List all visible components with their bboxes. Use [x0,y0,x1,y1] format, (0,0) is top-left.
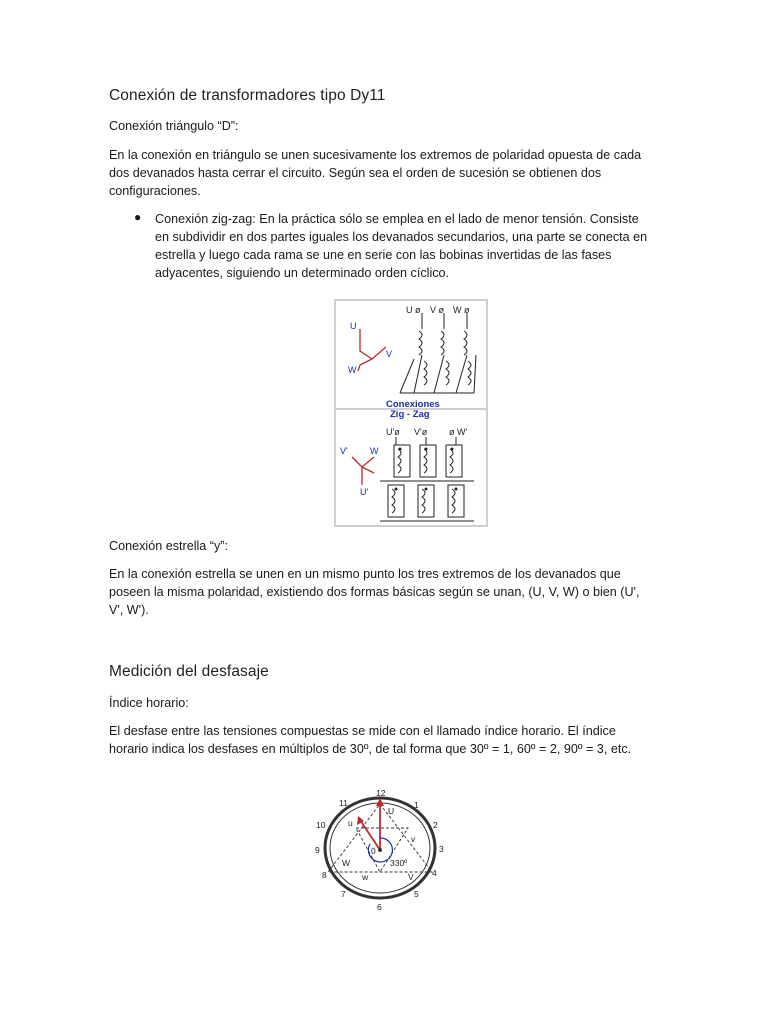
phasor-label-up: U' [360,487,369,497]
hour-6: 6 [377,902,382,912]
phasor-label-vp: V' [340,446,348,456]
delta-subheading: Conexión triángulo “D”: [109,119,239,133]
terminal-w: W ø [453,305,470,315]
terminal-up: U'ø [386,427,400,437]
hour-11: 11 [339,798,348,808]
phasor-label-v: V [386,349,393,359]
label-cap-v: V [408,872,414,882]
zigzag-bullet-text: Conexión zig-zag: En la práctica sólo se emplea en el lado de menor tensión. Consiste en subdividir en dos partes iguales los devanados secundarios, una parte se conecta en estrella y luego cada rama se une en serie con las bobinas invertidas de las fases adyacentes, siguiendo un determinado orden cíclico. [155,212,648,280]
label-u: U [388,806,395,816]
index-paragraph: El desfase entre las tensiones compuestas se mide con el llamado índice horario. El índice horario indica los desfases en múltiplos de 30º, de tal forma que 30º = 1, 60º = 2, 90º = 3, etc. [109,724,632,756]
terminal-wp: ø W' [449,427,468,437]
hour-index-clock-diagram [308,784,456,914]
hour-12: 12 [376,788,386,798]
hour-8: 8 [322,870,327,880]
phasor-label-w: W [348,365,357,375]
label-w: W [342,858,351,868]
label-lower-u: u [348,818,353,828]
zigzag-connection-diagram [334,299,488,527]
hour-10: 10 [316,820,326,830]
hour-1: 1 [414,800,419,810]
delta-paragraph: En la conexión en triángulo se unen sucesivamente los extremos de polaridad opuesta de cada dos devanados hasta cerrar el circuito. Según sea el orden de sucesión se obtienen dos configuraciones. [109,148,642,198]
label-v: v [411,834,416,844]
phasor-label-w2: W [370,446,379,456]
hour-2: 2 [433,820,438,830]
hour-3: 3 [439,844,444,854]
star-paragraph: En la conexión estrella se unen en un mismo punto los tres extremos de los devanados que poseen la misma polaridad, existiendo dos formas básicas según se unan, (U, V, W) o bien (U', V', W'). [109,567,640,617]
hour-5: 5 [414,889,419,899]
hour-4: 4 [432,868,437,878]
caption-line2: Zig - Zag [390,409,430,420]
terminal-u: U ø [406,305,421,315]
angle-label: 330º [390,858,408,868]
index-subheading: Índice horario: [109,696,189,710]
label-lower-w: w [362,872,369,882]
hour-7: 7 [341,889,346,899]
section-title: Conexión de transformadores tipo Dy11 [109,87,386,104]
center-label: 0 [371,846,376,856]
hour-9: 9 [315,845,320,855]
terminal-v: V ø [430,305,445,315]
phasor-lower-u-icon [360,820,380,850]
phasor-label-u: U [350,321,357,331]
caption-line1: Conexiones [386,399,440,410]
star-subheading: Conexión estrella “y”: [109,539,228,553]
phase-heading: Medición del desfasaje [109,663,269,680]
terminal-vp: V'ø [414,427,428,437]
bullet-icon: ● [134,210,142,224]
